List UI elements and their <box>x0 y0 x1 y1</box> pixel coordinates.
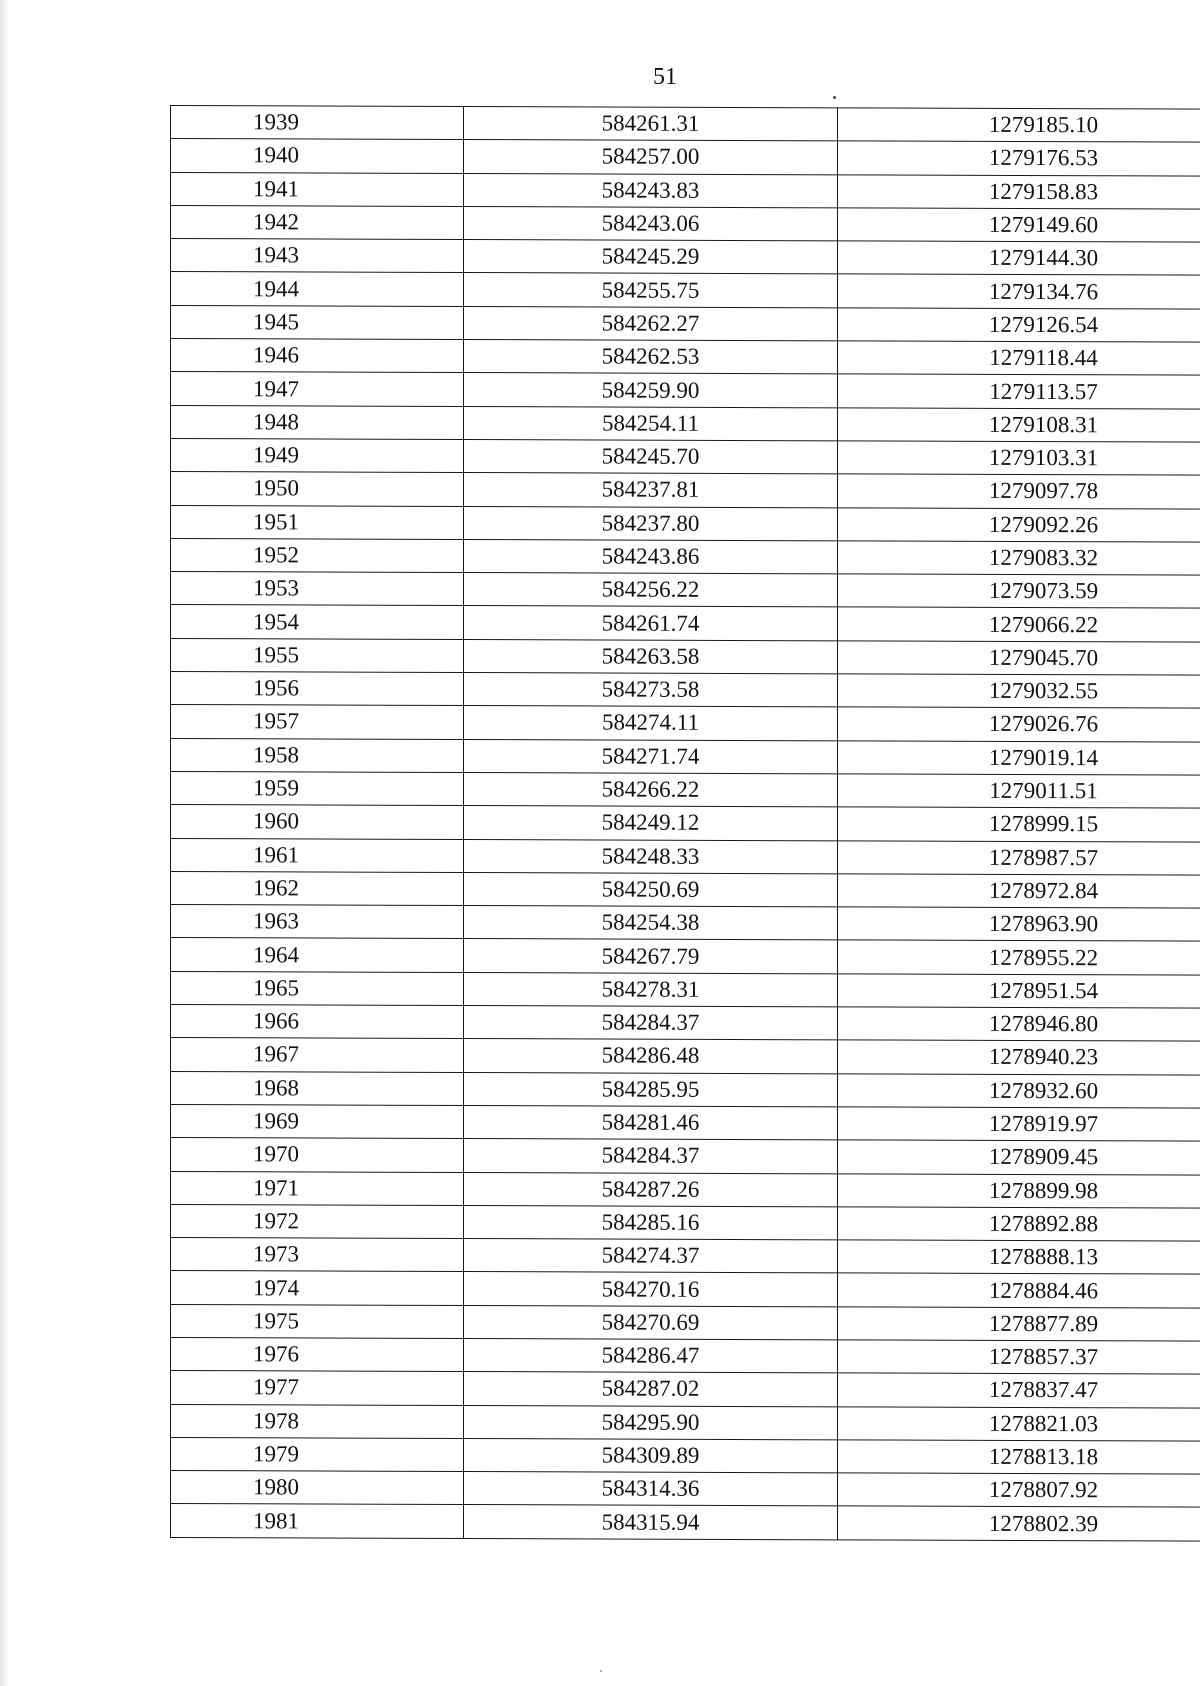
x-coordinate-cell: 584237.81 <box>464 473 838 508</box>
y-coordinate-cell: 1279113.57 <box>838 374 1200 409</box>
y-coordinate-cell: 1278909.45 <box>838 1140 1200 1175</box>
x-coordinate-cell: 584270.16 <box>464 1272 838 1307</box>
point-number-cell: 1950 <box>171 472 464 506</box>
x-coordinate-cell: 584262.53 <box>464 340 838 375</box>
table-row <box>171 572 1200 609</box>
table-row <box>171 1471 1200 1508</box>
point-number-cell: 1942 <box>171 205 464 239</box>
x-coordinate-cell: 584237.80 <box>464 506 838 541</box>
x-coordinate-cell: 584245.29 <box>464 240 838 275</box>
point-number-cell: 1947 <box>171 372 464 406</box>
x-coordinate-cell: 584315.94 <box>464 1505 838 1540</box>
table-row <box>171 1337 1200 1374</box>
y-coordinate-cell: 1278987.57 <box>838 840 1200 875</box>
table-row <box>171 771 1200 808</box>
table-row <box>171 1271 1200 1308</box>
table-row <box>171 538 1200 575</box>
x-coordinate-cell: 584287.02 <box>464 1372 838 1407</box>
point-number-cell: 1963 <box>171 905 464 939</box>
table-row <box>171 838 1200 875</box>
table-row <box>171 1304 1200 1341</box>
x-coordinate-cell: 584266.22 <box>464 772 838 807</box>
page-number: 51 <box>653 64 677 90</box>
y-coordinate-cell: 1278813.18 <box>838 1440 1200 1475</box>
table-row <box>171 672 1200 709</box>
y-coordinate-cell: 1279083.32 <box>838 541 1200 576</box>
y-coordinate-cell: 1278955.22 <box>838 940 1200 975</box>
point-number-cell: 1964 <box>171 938 464 972</box>
x-coordinate-cell: 584254.38 <box>464 906 838 941</box>
y-coordinate-cell: 1279092.26 <box>838 507 1200 542</box>
x-coordinate-cell: 584286.48 <box>464 1039 838 1074</box>
x-coordinate-cell: 584257.00 <box>464 140 838 175</box>
x-coordinate-cell: 584263.58 <box>464 639 838 674</box>
point-number-cell: 1977 <box>171 1371 464 1405</box>
table-row <box>171 438 1200 475</box>
point-number-cell: 1953 <box>171 572 464 606</box>
x-coordinate-cell: 584245.70 <box>464 439 838 474</box>
table-row <box>171 1005 1200 1042</box>
x-coordinate-cell: 584259.90 <box>464 373 838 408</box>
scan-speck <box>600 1670 602 1672</box>
x-coordinate-cell: 584287.26 <box>464 1172 838 1207</box>
y-coordinate-cell: 1278951.54 <box>838 974 1200 1009</box>
point-number-cell: 1954 <box>171 605 464 639</box>
y-coordinate-cell: 1279149.60 <box>838 208 1200 243</box>
y-coordinate-cell: 1279144.30 <box>838 241 1200 276</box>
table-row <box>171 505 1200 542</box>
y-coordinate-cell: 1279108.31 <box>838 408 1200 443</box>
point-number-cell: 1961 <box>171 838 464 872</box>
x-coordinate-cell: 584267.79 <box>464 939 838 974</box>
y-coordinate-cell: 1278972.84 <box>838 874 1200 909</box>
point-number-cell: 1952 <box>171 538 464 572</box>
y-coordinate-cell: 1279118.44 <box>838 341 1200 376</box>
y-coordinate-cell: 1278999.15 <box>838 807 1200 842</box>
y-coordinate-cell: 1278837.47 <box>838 1373 1200 1408</box>
x-coordinate-cell: 584274.37 <box>464 1239 838 1274</box>
x-coordinate-cell: 584250.69 <box>464 872 838 907</box>
y-coordinate-cell: 1279185.10 <box>838 108 1200 143</box>
table-row <box>171 139 1200 176</box>
table-row <box>171 1371 1200 1408</box>
point-number-cell: 1939 <box>171 106 464 140</box>
point-number-cell: 1960 <box>171 805 464 839</box>
y-coordinate-cell: 1279103.31 <box>838 441 1200 476</box>
point-number-cell: 1965 <box>171 971 464 1005</box>
x-coordinate-cell: 584243.06 <box>464 206 838 241</box>
x-coordinate-cell: 584273.58 <box>464 673 838 708</box>
table-row <box>171 1437 1200 1474</box>
y-coordinate-cell: 1279032.55 <box>838 674 1200 709</box>
table-row <box>171 871 1200 908</box>
y-coordinate-cell: 1278932.60 <box>838 1073 1200 1108</box>
y-coordinate-cell: 1278899.98 <box>838 1173 1200 1208</box>
table-row <box>171 405 1200 442</box>
point-number-cell: 1955 <box>171 638 464 672</box>
table-row <box>171 205 1200 242</box>
y-coordinate-cell: 1279045.70 <box>838 641 1200 676</box>
y-coordinate-cell: 1278877.89 <box>838 1307 1200 1342</box>
x-coordinate-cell: 584270.69 <box>464 1305 838 1340</box>
point-number-cell: 1981 <box>171 1504 464 1538</box>
y-coordinate-cell: 1279026.76 <box>838 707 1200 742</box>
x-coordinate-cell: 584243.86 <box>464 539 838 574</box>
y-coordinate-cell: 1279066.22 <box>838 607 1200 642</box>
y-coordinate-cell: 1279126.54 <box>838 308 1200 343</box>
table-row <box>171 272 1200 309</box>
y-coordinate-cell: 1278857.37 <box>838 1340 1200 1375</box>
point-number-cell: 1945 <box>171 305 464 339</box>
x-coordinate-cell: 584281.46 <box>464 1105 838 1140</box>
point-number-cell: 1941 <box>171 172 464 206</box>
point-number-cell: 1974 <box>171 1271 464 1305</box>
table-row <box>171 1038 1200 1075</box>
table-row <box>171 938 1200 975</box>
y-coordinate-cell: 1278888.13 <box>838 1240 1200 1275</box>
table-row <box>171 1238 1200 1275</box>
point-number-cell: 1959 <box>171 771 464 805</box>
table-row <box>171 705 1200 742</box>
x-coordinate-cell: 584255.75 <box>464 273 838 308</box>
table-row <box>171 305 1200 342</box>
table-row <box>171 339 1200 376</box>
y-coordinate-cell: 1279097.78 <box>838 474 1200 509</box>
x-coordinate-cell: 584261.74 <box>464 606 838 641</box>
point-number-cell: 1975 <box>171 1304 464 1338</box>
point-number-cell: 1962 <box>171 871 464 905</box>
table-row <box>171 1404 1200 1441</box>
x-coordinate-cell: 584271.74 <box>464 739 838 774</box>
x-coordinate-cell: 584286.47 <box>464 1339 838 1374</box>
x-coordinate-cell: 584248.33 <box>464 839 838 874</box>
y-coordinate-cell: 1279158.83 <box>838 174 1200 209</box>
scan-speck <box>833 96 836 99</box>
coordinates-table-body <box>171 106 1200 1542</box>
x-coordinate-cell: 584249.12 <box>464 806 838 841</box>
table-row <box>171 905 1200 942</box>
point-number-cell: 1951 <box>171 505 464 539</box>
x-coordinate-cell: 584309.89 <box>464 1438 838 1473</box>
y-coordinate-cell: 1278940.23 <box>838 1040 1200 1075</box>
point-number-cell: 1969 <box>171 1104 464 1138</box>
table-row <box>171 239 1200 276</box>
point-number-cell: 1940 <box>171 139 464 173</box>
point-number-cell: 1967 <box>171 1038 464 1072</box>
point-number-cell: 1956 <box>171 672 464 706</box>
y-coordinate-cell: 1278946.80 <box>838 1007 1200 1042</box>
x-coordinate-cell: 584254.11 <box>464 406 838 441</box>
x-coordinate-cell: 584314.36 <box>464 1472 838 1507</box>
table-row <box>171 638 1200 675</box>
table-row <box>171 106 1200 143</box>
y-coordinate-cell: 1278884.46 <box>838 1273 1200 1308</box>
y-coordinate-cell: 1279176.53 <box>838 141 1200 176</box>
y-coordinate-cell: 1279011.51 <box>838 774 1200 809</box>
point-number-cell: 1948 <box>171 405 464 439</box>
y-coordinate-cell: 1278919.97 <box>838 1107 1200 1142</box>
table-row <box>171 1071 1200 1108</box>
y-coordinate-cell: 1278802.39 <box>838 1506 1200 1541</box>
table-row <box>171 372 1200 409</box>
point-number-cell: 1973 <box>171 1238 464 1272</box>
x-coordinate-cell: 584243.83 <box>464 173 838 208</box>
y-coordinate-cell: 1279019.14 <box>838 740 1200 775</box>
table-row <box>171 1171 1200 1208</box>
table-row <box>171 172 1200 209</box>
x-coordinate-cell: 584274.11 <box>464 706 838 741</box>
x-coordinate-cell: 584285.95 <box>464 1072 838 1107</box>
x-coordinate-cell: 584262.27 <box>464 306 838 341</box>
x-coordinate-cell: 584256.22 <box>464 573 838 608</box>
x-coordinate-cell: 584284.37 <box>464 1006 838 1041</box>
x-coordinate-cell: 584278.31 <box>464 972 838 1007</box>
x-coordinate-cell: 584284.37 <box>464 1139 838 1174</box>
y-coordinate-cell: 1278963.90 <box>838 907 1200 942</box>
table-row <box>171 1138 1200 1175</box>
point-number-cell: 1976 <box>171 1337 464 1371</box>
point-number-cell: 1943 <box>171 239 464 273</box>
point-number-cell: 1970 <box>171 1138 464 1172</box>
table-row <box>171 738 1200 775</box>
point-number-cell: 1971 <box>171 1171 464 1205</box>
y-coordinate-cell: 1279134.76 <box>838 274 1200 309</box>
x-coordinate-cell: 584295.90 <box>464 1405 838 1440</box>
point-number-cell: 1949 <box>171 438 464 472</box>
y-coordinate-cell: 1278892.88 <box>838 1207 1200 1242</box>
y-coordinate-cell: 1278821.03 <box>838 1406 1200 1441</box>
point-number-cell: 1968 <box>171 1071 464 1105</box>
table-row <box>171 805 1200 842</box>
x-coordinate-cell: 584261.31 <box>464 107 838 142</box>
table-row <box>171 605 1200 642</box>
table-row <box>171 971 1200 1008</box>
scan-edge-shadow <box>0 0 10 1686</box>
point-number-cell: 1946 <box>171 339 464 373</box>
table-row <box>171 1504 1200 1541</box>
point-number-cell: 1944 <box>171 272 464 306</box>
table-row <box>171 472 1200 509</box>
point-number-cell: 1957 <box>171 705 464 739</box>
point-number-cell: 1979 <box>171 1437 464 1471</box>
point-number-cell: 1958 <box>171 738 464 772</box>
x-coordinate-cell: 584285.16 <box>464 1205 838 1240</box>
table-row <box>171 1104 1200 1141</box>
table-row <box>171 1204 1200 1241</box>
point-number-cell: 1966 <box>171 1005 464 1039</box>
y-coordinate-cell: 1278807.92 <box>838 1473 1200 1508</box>
point-number-cell: 1978 <box>171 1404 464 1438</box>
point-number-cell: 1980 <box>171 1471 464 1505</box>
point-number-cell: 1972 <box>171 1204 464 1238</box>
y-coordinate-cell: 1279073.59 <box>838 574 1200 609</box>
coordinates-table <box>170 105 1200 1542</box>
